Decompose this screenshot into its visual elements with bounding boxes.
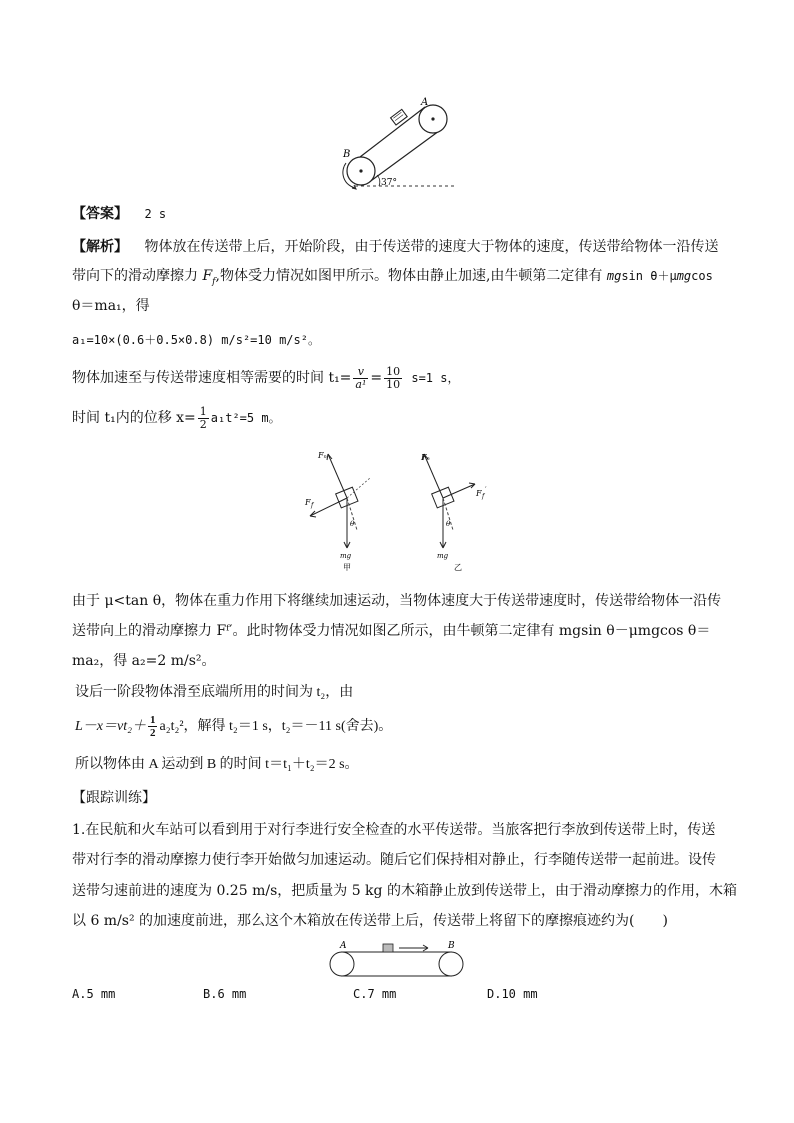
analysis-line-2 [72, 266, 713, 292]
frac-v-num: v [353, 366, 368, 379]
right-mg-label: mg [437, 552, 449, 560]
horizontal-conveyor-figure [328, 938, 468, 980]
half-num: 1 [199, 404, 207, 418]
analysis2-line-1: 由于 μ<tan θ，物体在重力作用下将继续加速运动，当物体速度大于传送带速度时，传送带给物体一沿传 [72, 593, 722, 609]
mg-symbol-2: mg [676, 269, 692, 283]
displacement-result: a₁t²=5 m。 [210, 411, 281, 425]
frac-10-num: 10 [386, 364, 401, 378]
length-eq-prefix: L－x＝vt₂＋ [75, 719, 146, 734]
time-eq-equals: = [370, 370, 383, 386]
frac-10-den: 10 [386, 377, 401, 391]
answer-value: 2 s [144, 207, 167, 221]
question-line-3: 送带匀速前进的速度为 0.25 m/s，把质量为 5 kg 的木箱静止放到传送带上，由于滑动摩擦力的作用，木箱 [72, 883, 737, 899]
answer-tag: 【答案】 [72, 206, 128, 222]
left-friction-sub: f [311, 502, 314, 509]
analysis-line-1 [72, 237, 718, 257]
analysis2-line-2: 送带向上的滑动摩擦力 Fᶠ′。此时物体受力情况如图乙所示，由牛顿第二定律有 mgsin θ－μmgcos θ＝ [72, 623, 711, 639]
analysis-text-1: 物体放在传送带上后，开始阶段，由于传送带的速度大于物体的速度，传送带给物体一沿传送 [144, 239, 719, 255]
option-c[interactable]: C.7 mm [353, 987, 397, 1001]
left-caption: 甲 [343, 563, 351, 572]
half-den: 2 [199, 417, 207, 431]
analysis2-line-5 [75, 713, 392, 741]
analysis2-line-3: ma₂，得 a₂=2 m/s²。 [72, 653, 216, 669]
displacement-prefix: 时间 t₁内的位移 x= [72, 410, 196, 426]
friction-subscript: f [212, 276, 216, 287]
option-a[interactable]: A.5 mm [72, 987, 116, 1001]
right-caption: 乙 [454, 563, 462, 572]
left-friction-label: F [305, 498, 311, 507]
mg-symbol-1: mg [606, 269, 622, 283]
answer-line [72, 204, 166, 224]
frac-v-den: a¹ [355, 377, 367, 391]
displacement-line [72, 404, 281, 432]
question-line-1: 1.在民航和火车站可以看到用于对行李进行安全检查的水平传送带。当旅客把行李放到传送带上时，传送 [72, 822, 716, 838]
force-diagram-right [420, 453, 487, 572]
training-tag: 【跟踪训练】 [72, 790, 156, 806]
analysis2-line-6: 所以物体由 A 运动到 B 的时间 t＝t₁＋t₂＝2 s。 [75, 757, 359, 772]
analysis-text-2a: 带向下的滑动摩擦力 [72, 268, 198, 284]
figure-label-b: B [343, 149, 351, 160]
analysis2-line-4: 设后一阶段物体滑至底端所用的时间为 t₂，由 [75, 685, 354, 700]
sin-term: sin θ＋μ [621, 269, 677, 283]
right-friction-sub: f [482, 493, 485, 500]
question-line-2: 带对行李的滑动摩擦力使行李开始做匀加速运动。随后它们保持相对静止，行李随传送带一起前进。设传 [72, 852, 716, 868]
analysis-line-4: a₁=10×(0.6＋0.5×0.8) m/s²=10 m/s²。 [72, 333, 320, 347]
left-normal-label: Fₙ [318, 451, 327, 460]
time-eq-result: s=1 s， [404, 371, 460, 385]
friction-symbol: F [202, 268, 213, 284]
cos-term: cos [691, 269, 713, 283]
force-diagram-left [304, 451, 370, 572]
option-d[interactable]: D.10 mm [487, 987, 538, 1001]
figure-angle-label: 37° [381, 178, 397, 188]
figure-label-a: A [421, 97, 429, 108]
conveyor-label-b: B [448, 941, 455, 951]
left-mg-label: mg [340, 552, 352, 560]
left-theta-label: θ [350, 520, 355, 528]
length-eq-num: 1 [149, 714, 156, 727]
right-friction-prime: ′ [485, 486, 487, 494]
conveyor-label-a: A [340, 941, 347, 951]
time-equation-line [72, 364, 459, 392]
incline-conveyor-figure [335, 95, 465, 195]
force-diagrams-figure [300, 448, 500, 578]
right-friction-label: F [476, 489, 482, 498]
length-eq-den: 2 [149, 727, 156, 740]
analysis-tag: 【解析】 [72, 239, 128, 255]
question-line-4: 以 6 m/s² 的加速度前进，那么这个木箱放在传送带上后，传送带上将留下的摩擦痕迹约为( ) [72, 913, 668, 929]
analysis-line-3: θ＝ma₁，得 [72, 298, 150, 314]
right-normal-label: Fₙ [421, 453, 430, 462]
analysis-text-2d: ,物体受力情况如图甲所示。物体由静止加速,由牛顿第二定律有 [215, 268, 603, 284]
right-theta-label: θ [446, 520, 451, 528]
option-b[interactable]: B.6 mm [203, 987, 247, 1001]
length-eq-result: a₂t₂²，解得 t₂＝1 s，t₂＝－11 s(舍去)。 [159, 719, 393, 734]
time-eq-prefix: 物体加速至与传送带速度相等需要的时间 t₁= [72, 370, 352, 386]
